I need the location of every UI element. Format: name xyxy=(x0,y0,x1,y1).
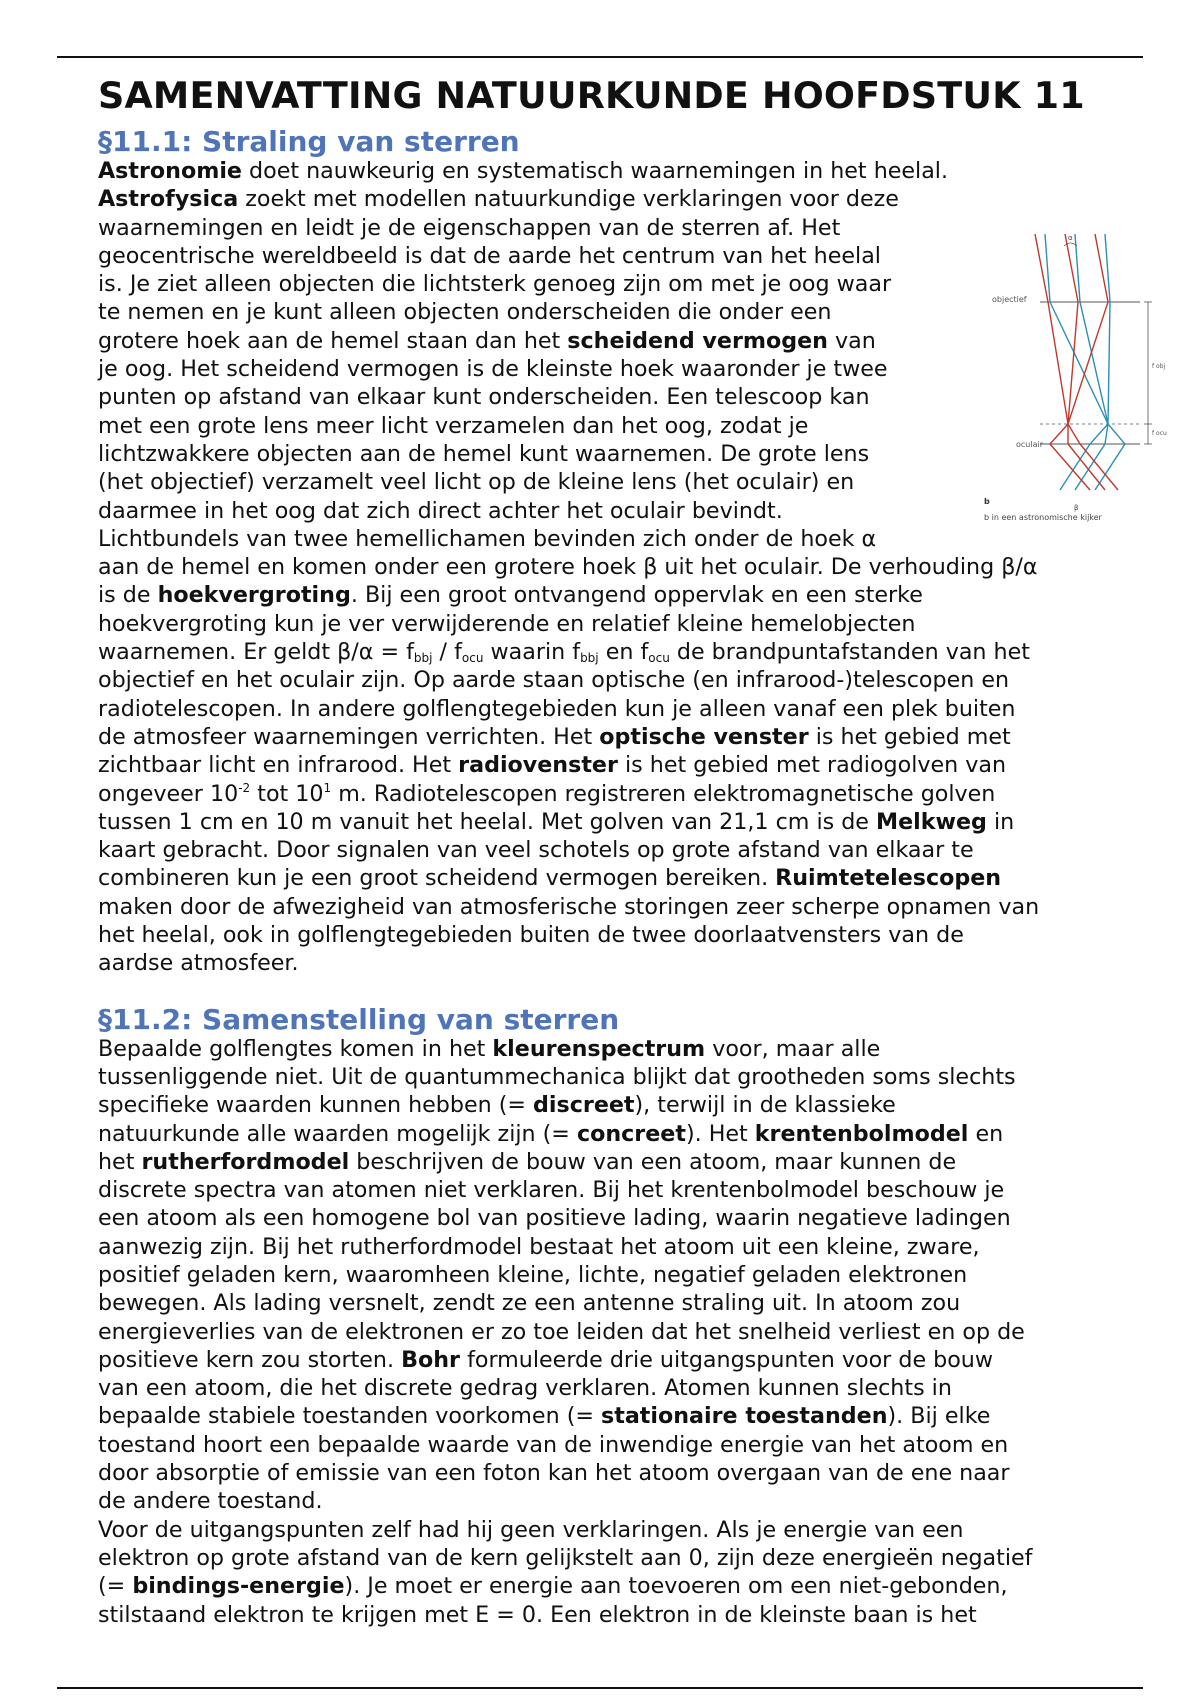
section-11-2-body xyxy=(98,1035,1128,1629)
text-line: een atoom als een homogene bol van positieve lading, waarin negatieve ladingen xyxy=(98,1205,1011,1232)
text-line: Bepaalde golflengtes komen in het kleurenspectrum voor, maar alle xyxy=(98,1035,881,1062)
oculair-label: oculair xyxy=(1016,440,1043,449)
bottom-rule xyxy=(57,1687,1143,1689)
ray xyxy=(1068,234,1118,490)
text-line: geocentrische wereldbeeld is dat de aarde het centrum van het heelal xyxy=(98,242,881,269)
text-line: bewegen. Als lading versnelt, zendt ze een antenne straling uit. In atoom zou xyxy=(98,1290,961,1317)
text-line: natuurkunde alle waarden mogelijk zijn (= concreet). Het krentenbolmodel en xyxy=(98,1120,1004,1147)
text-line: maken door de afwezigheid van atmosferische storingen zeer scherpe opnamen van xyxy=(98,893,1040,920)
text-line: is. Je ziet alleen objecten die lichtsterk genoeg zijn om met je oog waar xyxy=(98,271,892,298)
beta-label: β xyxy=(1074,504,1079,512)
text-line: van een atoom, die het discrete gedrag verklaren. Atomen kunnen slechts in xyxy=(98,1375,952,1402)
text-line: tussen 1 cm en 10 m vanuit het heelal. Met golven van 21,1 cm is de Melkweg in xyxy=(98,808,1015,835)
text-line: kaart gebracht. Door signalen van veel schotels op grote afstand van elkaar te xyxy=(98,837,974,864)
text-line: zichtbaar licht en infrarood. Het radiovenster is het gebied met radiogolven van xyxy=(98,752,1007,779)
text-line: het rutherfordmodel beschrijven de bouw van een atoom, maar kunnen de xyxy=(98,1148,957,1175)
text-line: te nemen en je kunt alleen objecten onderscheiden die onder een xyxy=(98,299,832,326)
text-line: (= bindings-energie). Je moet er energie aan toevoeren om een niet-gebonden, xyxy=(98,1573,1008,1600)
top-rule xyxy=(57,56,1143,58)
text-line: radiotelescopen. In andere golflengtegebieden kun je alleen vanaf een plek buiten xyxy=(98,695,1016,722)
section-heading-11-1: §11.1: Straling van sterren xyxy=(98,125,520,158)
telescope-diagram-svg xyxy=(980,228,1172,528)
text-line: bepaalde stabiele toestanden voorkomen (= stationaire toestanden). Bij elke xyxy=(98,1403,991,1430)
ray xyxy=(1035,234,1090,490)
text-line: punten op afstand van elkaar kunt onderscheiden. Een telescoop kan xyxy=(98,384,870,411)
text-line: specifieke waarden kunnen hebben (= discreet), terwijl in de klassieke xyxy=(98,1092,896,1119)
text-line: de andere toestand. xyxy=(98,1488,323,1515)
document-page xyxy=(98,66,1128,1629)
text-line: ongeveer $10^{-2}$ tot $10^1$ m. Radiotelescopen registreren elektromagnetische golven xyxy=(98,780,996,807)
text-line: je oog. Het scheidend vermogen is de kleinste hoek waaronder je twee xyxy=(98,356,888,383)
text-line: Voor de uitgangspunten zelf had hij geen verklaringen. Als je energie van een xyxy=(98,1516,964,1543)
text-line: (het objectief) verzamelt veel licht op de kleine lens (het oculair) en xyxy=(98,469,855,496)
text-line: aardse atmosfeer. xyxy=(98,950,299,977)
section-11-1-body xyxy=(98,157,1128,978)
text-line: hoekvergroting kun je ver verwijderende en relatief kleine hemelobjecten xyxy=(98,610,916,637)
figure-caption: b in een astronomische kijker xyxy=(984,513,1102,522)
caption-letter: b xyxy=(984,497,990,506)
fobj-label: f obj xyxy=(1152,363,1166,370)
text-line: met een grote lens meer licht verzamelen dan het oog, zodat je xyxy=(98,412,809,439)
text-line: stilstaand elektron te krijgen met E = 0. Een elektron in de kleinste baan is het xyxy=(98,1601,977,1628)
document-title: SAMENVATTING NATUURKUNDE HOOFDSTUK 11 xyxy=(98,74,1085,117)
text-line: combineren kun je een groot scheidend vermogen bereiken. Ruimtetelescopen xyxy=(98,865,1002,892)
text-line: waarnemingen en leidt je de eigenschappen van de sterren af. Het xyxy=(98,214,841,241)
text-line: door absorptie of emissie van een foton kan het atoom overgaan van de ene naar xyxy=(98,1460,1010,1487)
text-line: aanwezig zijn. Bij het rutherfordmodel bestaat het atoom uit een kleine, zware, xyxy=(98,1233,980,1260)
objectief-label: objectief xyxy=(992,295,1027,304)
text-line: waarnemen. Er geldt $\beta/\alpha = f_{bbj} / f_{ocu}$ waarin $f_{bbj}$ en $f_{ocu}$ de brandpuntafstanden van het xyxy=(98,639,1030,666)
text-line: objectief en het oculair zijn. Op aarde staan optische (en infrarood-)telescopen en xyxy=(98,667,1010,694)
text-line: het heelal, ook in golflengtegebieden buiten de twee doorlaatvensters van de xyxy=(98,922,964,949)
text-line: discrete spectra van atomen niet verklaren. Bij het krentenbolmodel beschouw je xyxy=(98,1177,1005,1204)
section-spacer xyxy=(98,978,1128,1004)
telescope-diagram xyxy=(980,228,1172,528)
text-line: aan de hemel en komen onder een grotere hoek β uit het oculair. De verhouding β/α xyxy=(98,554,1038,581)
text-line: Astronomie doet nauwkeurig en systematisch waarnemingen in het heelal. xyxy=(98,158,949,184)
text-line: is de hoekvergroting. Bij een groot ontvangend oppervlak en een sterke xyxy=(98,582,923,609)
text-line: toestand hoort een bepaalde waarde van de inwendige energie van het atoom en xyxy=(98,1431,1009,1458)
text-line: Astrofysica zoekt met modellen natuurkundige verklaringen voor deze xyxy=(98,186,899,213)
text-line: daarmee in het oog dat zich direct achter het oculair bevindt. xyxy=(98,497,783,524)
text-line: tussenliggende niet. Uit de quantummechanica blijkt dat grootheden soms slechts xyxy=(98,1063,1016,1090)
text-line: elektron op grote afstand van de kern gelijkstelt aan 0, zijn deze energieën negatief xyxy=(98,1544,1033,1571)
text-line: Lichtbundels van twee hemellichamen bevinden zich onder de hoek α xyxy=(98,525,877,552)
text-line: energieverlies van de elektronen er zo toe leiden dat het snelheid verliest en op de xyxy=(98,1318,1025,1345)
section-heading-11-2: §11.2: Samenstelling van sterren xyxy=(98,1002,620,1036)
text-line: de atmosfeer waarnemingen verrichten. Het optische venster is het gebied met xyxy=(98,723,1011,750)
text-line: positief geladen kern, waaromheen kleine, lichte, negatief geladen elektronen xyxy=(98,1261,968,1288)
text-line: positieve kern zou storten. Bohr formuleerde drie uitgangspunten voor de bouw xyxy=(98,1346,994,1373)
focu-label: f ocu xyxy=(1152,430,1167,437)
text-line: lichtzwakkere objecten aan de hemel kunt waarnemen. De grote lens xyxy=(98,440,870,467)
alpha-label: α xyxy=(1068,234,1073,242)
text-line: grotere hoek aan de hemel staan dan het scheidend vermogen van xyxy=(98,327,876,354)
